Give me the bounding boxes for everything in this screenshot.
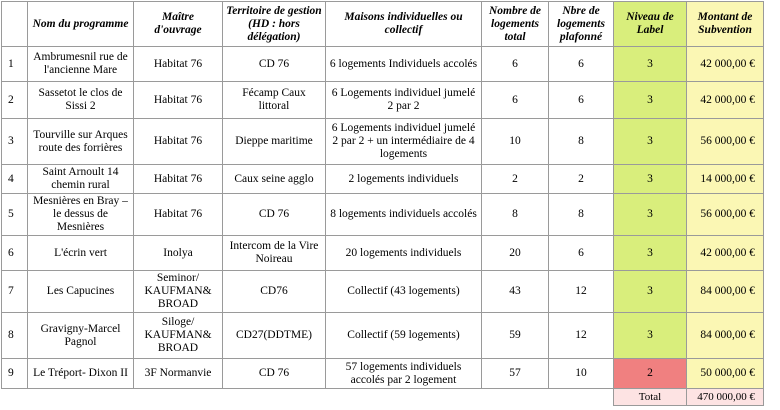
table-row — [2, 47, 764, 82]
header-nom: Nom du programme — [28, 2, 134, 47]
cell-territoire: Dieppe maritime — [223, 119, 326, 165]
cell-maisons: 6 logements Individuels accolés — [326, 47, 482, 82]
table-row — [2, 119, 764, 165]
cell-montant: 56 000,00 € — [687, 194, 764, 236]
cell-territoire: CD76 — [223, 271, 326, 313]
cell-plafonne: 12 — [549, 313, 614, 359]
cell-nom: Saint Arnoult 14 chemin rural — [28, 165, 134, 194]
cell-nom: Gravigny-Marcel Pagnol — [28, 313, 134, 359]
cell-total: 6 — [482, 47, 549, 82]
cell-label: 3 — [614, 236, 687, 271]
cell-num: 1 — [2, 47, 28, 82]
header-num — [2, 2, 28, 47]
cell-territoire: CD 76 — [223, 194, 326, 236]
cell-plafonne: 8 — [549, 194, 614, 236]
header-maisons: Maisons individuelles ou collectif — [326, 2, 482, 47]
cell-montant: 42 000,00 € — [687, 236, 764, 271]
cell-label: 3 — [614, 165, 687, 194]
cell-total: 43 — [482, 271, 549, 313]
header-territoire: Territoire de gestion (HD : hors délégation) — [223, 2, 326, 47]
cell-num: 8 — [2, 313, 28, 359]
cell-maisons: 8 logements individuels accolés — [326, 194, 482, 236]
cell-territoire: Fécamp Caux littoral — [223, 82, 326, 119]
header-row — [2, 2, 764, 47]
cell-total: 57 — [482, 359, 549, 389]
cell-plafonne: 6 — [549, 236, 614, 271]
cell-nom: Mesnières en Bray – le dessus de Mesnières — [28, 194, 134, 236]
cell-maisons: 6 Logements individuel jumelé 2 par 2 + un intermédiaire de 4 logements — [326, 119, 482, 165]
cell-territoire: CD 76 — [223, 47, 326, 82]
cell-maitre: Habitat 76 — [134, 194, 223, 236]
cell-montant: 50 000,00 € — [687, 359, 764, 389]
cell-maitre: Habitat 76 — [134, 47, 223, 82]
cell-montant: 42 000,00 € — [687, 47, 764, 82]
cell-num: 4 — [2, 165, 28, 194]
cell-num: 5 — [2, 194, 28, 236]
cell-total: 20 — [482, 236, 549, 271]
total-label: Total — [614, 389, 687, 406]
table-row — [2, 194, 764, 236]
cell-maitre: Siloge/ KAUFMAN& BROAD — [134, 313, 223, 359]
cell-nom: Tourville sur Arques route des forrières — [28, 119, 134, 165]
cell-montant: 84 000,00 € — [687, 313, 764, 359]
cell-territoire: CD 76 — [223, 359, 326, 389]
cell-maisons: 57 logements individuels accolés par 2 logement — [326, 359, 482, 389]
cell-maisons: 6 Logements individuel jumelé 2 par 2 — [326, 82, 482, 119]
cell-maisons: 2 logements individuels — [326, 165, 482, 194]
cell-label: 3 — [614, 194, 687, 236]
cell-plafonne: 2 — [549, 165, 614, 194]
cell-total: 59 — [482, 313, 549, 359]
cell-label: 3 — [614, 271, 687, 313]
cell-plafonne: 6 — [549, 82, 614, 119]
cell-total: 10 — [482, 119, 549, 165]
cell-total: 2 — [482, 165, 549, 194]
cell-plafonne: 6 — [549, 47, 614, 82]
cell-total: 8 — [482, 194, 549, 236]
cell-label: 2 — [614, 359, 687, 389]
table-row — [2, 236, 764, 271]
cell-plafonne: 8 — [549, 119, 614, 165]
cell-montant: 14 000,00 € — [687, 165, 764, 194]
cell-num: 2 — [2, 82, 28, 119]
cell-maitre: 3F Normanvie — [134, 359, 223, 389]
cell-plafonne: 12 — [549, 271, 614, 313]
cell-maitre: Habitat 76 — [134, 119, 223, 165]
cell-maisons: 20 logements individuels — [326, 236, 482, 271]
cell-maitre: Inolya — [134, 236, 223, 271]
cell-nom: Le Tréport- Dixon II — [28, 359, 134, 389]
cell-montant: 42 000,00 € — [687, 82, 764, 119]
total-montant: 470 000,00 € — [687, 389, 764, 406]
cell-montant: 56 000,00 € — [687, 119, 764, 165]
total-row — [2, 389, 764, 406]
cell-total: 6 — [482, 82, 549, 119]
cell-montant: 84 000,00 € — [687, 271, 764, 313]
table-row — [2, 313, 764, 359]
header-plafonne: Nbre de logements plafonné — [549, 2, 614, 47]
cell-num: 9 — [2, 359, 28, 389]
table-row — [2, 82, 764, 119]
cell-label: 3 — [614, 119, 687, 165]
cell-label: 3 — [614, 82, 687, 119]
cell-num: 7 — [2, 271, 28, 313]
cell-num: 6 — [2, 236, 28, 271]
cell-nom: L'écrin vert — [28, 236, 134, 271]
table-row — [2, 359, 764, 389]
header-maitre: Maître d'ouvrage — [134, 2, 223, 47]
header-total: Nombre de logements total — [482, 2, 549, 47]
cell-maisons: Collectif (59 logements) — [326, 313, 482, 359]
cell-label: 3 — [614, 47, 687, 82]
cell-label: 3 — [614, 313, 687, 359]
cell-nom: Les Capucines — [28, 271, 134, 313]
cell-maitre: Habitat 76 — [134, 82, 223, 119]
cell-maisons: Collectif (43 logements) — [326, 271, 482, 313]
cell-nom: Sassetot le clos de Sissi 2 — [28, 82, 134, 119]
cell-territoire: Caux seine agglo — [223, 165, 326, 194]
cell-maitre: Habitat 76 — [134, 165, 223, 194]
header-montant: Montant de Subvention — [687, 2, 764, 47]
cell-territoire: Intercom de la Vire Noireau — [223, 236, 326, 271]
cell-plafonne: 10 — [549, 359, 614, 389]
table-row — [2, 271, 764, 313]
subsidy-table — [1, 1, 764, 406]
cell-territoire: CD27(DDTME) — [223, 313, 326, 359]
cell-num: 3 — [2, 119, 28, 165]
header-label: Niveau de Label — [614, 2, 687, 47]
table-row — [2, 165, 764, 194]
cell-nom: Ambrumesnil rue de l'ancienne Mare — [28, 47, 134, 82]
cell-maitre: Seminor/ KAUFMAN& BROAD — [134, 271, 223, 313]
